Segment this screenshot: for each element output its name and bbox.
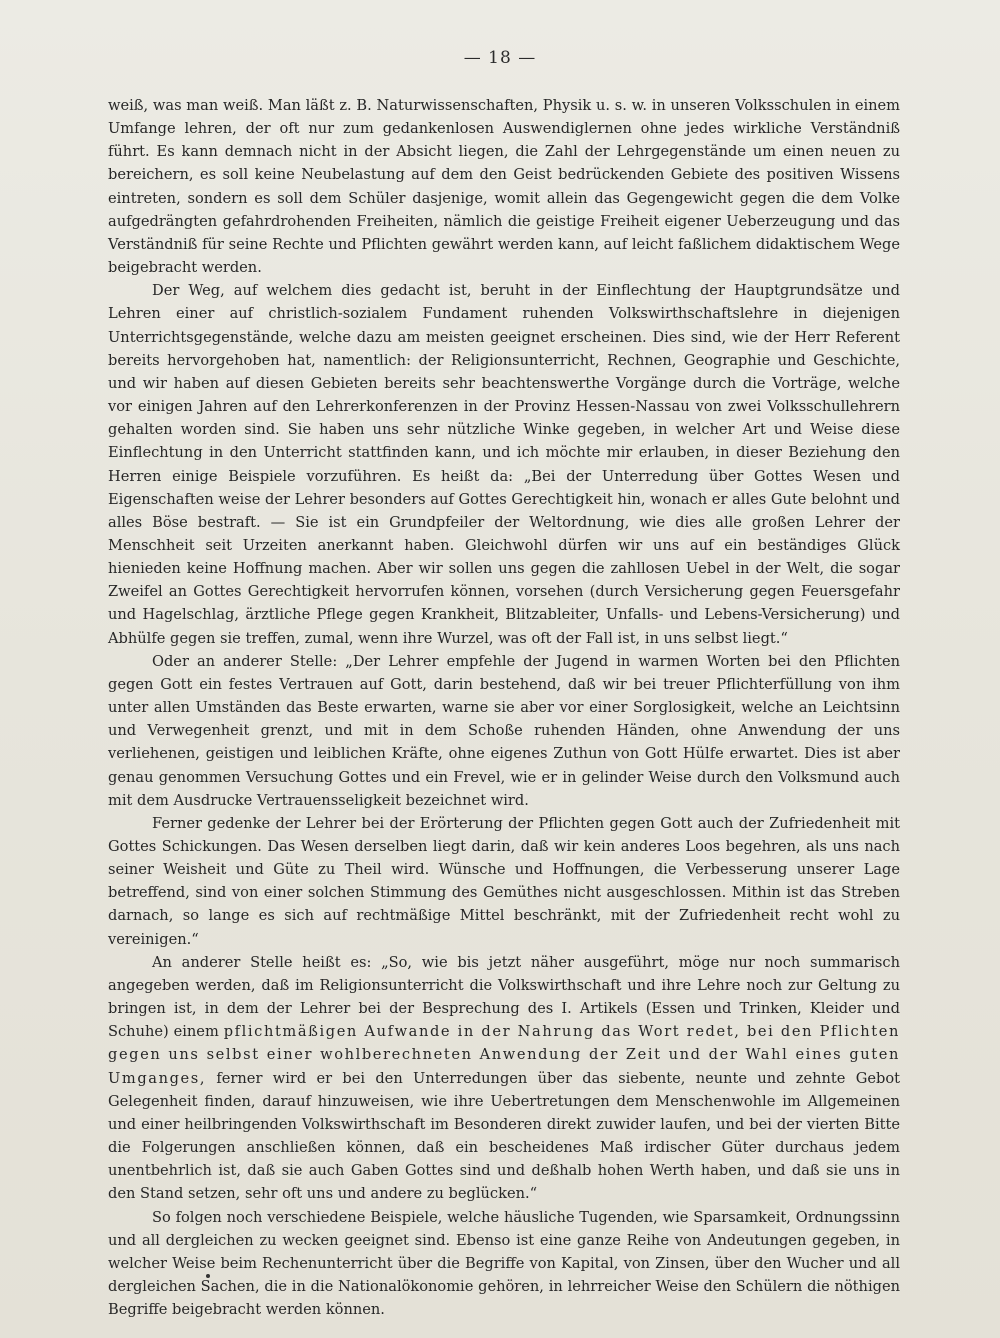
page-number: — 18 — <box>463 48 537 68</box>
ink-dot-mark <box>206 1274 210 1278</box>
paragraph-2: Der Weg, auf welchem dies gedacht ist, beruht in der Einflechtung der Hauptgrundsätze und Lehren einer auf christlich-sozialem Fundament ruhenden Volkswirthschaftslehre in diejenigen Unterrichtsgegenstände, welche dazu am meisten geeignet erscheinen. Dies sind, wie der Herr Referent bereits hervorgehoben hat, namentlich: der Religionsunterricht, Rechnen, Geographie und Geschichte, und wir haben auf diesen Gebieten bereits sehr beachtenswerthe Vorgänge durch die Vorträge, welche vor einigen Jahren auf den Lehrerkonferenzen in der Provinz Hessen-Nassau von zwei Volksschullehrern gehalten worden sind. Sie haben uns sehr nützliche Winke gegeben, in welcher Art und Weise diese Einflechtung in den Unterricht stattfinden kann, und ich möchte mir erlauben, in dieser Beziehung den Herren einige Beispiele vorzuführen. Es heißt da: „Bei der Unterredung über Gottes Wesen und Eigenschaften weise der Lehrer besonders auf Gottes Gerechtigkeit hin, wonach er alles Gute belohnt und alles Böse bestraft. — Sie ist ein Grundpfeiler der Weltordnung, wie dies alle großen Lehrer der Menschheit seit Urzeiten anerkannt haben. Gleichwohl dürfen wir uns auf ein beständiges Glück hienieden keine Hoffnung machen. Aber wir sollen uns gegen die zahllosen Uebel in der Welt, die sogar Zweifel an Gottes Gerechtigkeit hervorrufen können, vorsehen (durch Versicherung gegen Feuersgefahr und Hagelschlag, ärztliche Pflege gegen Krankheit, Blitzableiter, Unfalls- und Lebens-Versicherung) und Abhülfe gegen sie treffen, zumal, wenn ihre Wurzel, was oft der Fall ist, in uns selbst liegt.“ <box>108 282 900 647</box>
paragraph-1: weiß, was man weiß. Man läßt z. B. Naturwissenschaften, Physik u. s. w. in unseren Volksschulen in einem Umfange lehren, der oft nur zum gedankenlosen Auswendiglernen ohne jedes wirkliche Verständniß führt. Es kann demnach nicht in der Absicht liegen, die Zahl der Lehrgegenstände um einen neuen zu bereichern, es soll keine Neubelastung auf dem den Geist bedrückenden Gebiete des positiven Wissens eintreten, sondern es soll dem Schüler dasjenige, womit allein das Gegengewicht gegen die dem Volke aufgedrängten gefahrdrohenden Freiheiten, nämlich die geistige Freiheit eigener Ueberzeugung und das Verständniß für seine Rechte und Pflichten gewährt werden kann, auf leicht faßlichem didaktischem Wege beigebracht werden. <box>108 97 900 277</box>
body-text <box>108 94 900 1321</box>
paragraph-5-spaced-emphasis: pflichtmäßigen Aufwande in der Nahrung das Wort redet, bei den Pflichten gegen uns selbst einer wohlberechneten Anwendung der Zeit und der Wahl eines guten Umganges, <box>108 1023 900 1087</box>
paragraph-4: Ferner gedenke der Lehrer bei der Erörterung der Pflichten gegen Gott auch der Zufriedenheit mit Gottes Schickungen. Das Wesen derselben liegt darin, daß wir kein anderes Loos begehren, als uns nach seiner Weisheit und Güte zu Theil wird. Wünsche und Hoffnungen, die Verbesserung unserer Lage betreffend, sind von einer solchen Stimmung des Gemüthes nicht ausgeschlossen. Mithin ist das Streben darnach, so lange es sich auf rechtmäßige Mittel beschränkt, mit der Zufriedenheit recht wohl zu vereinigen.“ <box>108 814 900 948</box>
paragraph-6: So folgen noch verschiedene Beispiele, welche häusliche Tugenden, wie Sparsamkeit, Ordnungssinn und all dergleichen zu wecken geeignet sind. Ebenso ist eine ganze Reihe von Andeutungen gegeben, in welcher Weise beim Rechenunterricht über die Begriffe von Kapital, von Zinsen, über den Wucher und all dergleichen Sachen, die in die Nationalökonomie gehören, in lehrreicher Weise den Schülern die nöthigen Begriffe beigebracht werden können. <box>108 1208 900 1319</box>
paragraph-5-part-1: An anderer Stelle heißt es: „So, wie bis jetzt näher ausgeführt, möge nur noch summarisch angegeben werden, daß im Religionsunterricht die Volkswirthschaft und ihre Lehre noch zur Geltung zu bringen ist, in dem der Lehrer bei der Besprechung des I. Artikels (Essen und Trinken, Kleider und Schuhe) einem <box>108 953 900 1041</box>
paragraph-5 <box>108 951 900 1206</box>
paragraph-5-part-3: ferner wird er bei den Unterredungen über das siebente, neunte und zehnte Gebot Gelegenheit finden, darauf hinzuweisen, wie ihre Uebertretungen dem Menschenwohle im Allgemeinen und einer heilbringenden Volkswirthschaft im Besonderen direkt zuwider laufen, und bei der vierten Bitte die Folgerungen anschließen können, daß ein bescheidenes Maß irdischer Güter durchaus jedem unentbehrlich ist, daß sie auch Gaben Gottes sind und deßhalb hohen Werth haben, und daß sie uns in den Stand setzen, sehr oft uns und andere zu beglücken.“ <box>108 1069 900 1203</box>
paragraph-3: Oder an anderer Stelle: „Der Lehrer empfehle der Jugend in warmen Worten bei den Pflichten gegen Gott ein festes Vertrauen auf Gott, darin bestehend, daß wir bei treuer Pflichterfüllung von ihm unter allen Umständen das Beste erwarten, warne sie aber vor einer Sorglosigkeit, welche an Leichtsinn und Verwegenheit grenzt, und mit in dem Schoße ruhenden Händen, ohne Anwendung der uns verliehenen, geistigen und leiblichen Kräfte, ohne eigenes Zuthun von Gott Hülfe erwartet. Dies ist aber genau genommen Versuchung Gottes und ein Frevel, wie er in gelinder Weise durch den Volksmund auch mit dem Ausdrucke Vertrauensseligkeit bezeichnet wird. <box>108 652 900 809</box>
